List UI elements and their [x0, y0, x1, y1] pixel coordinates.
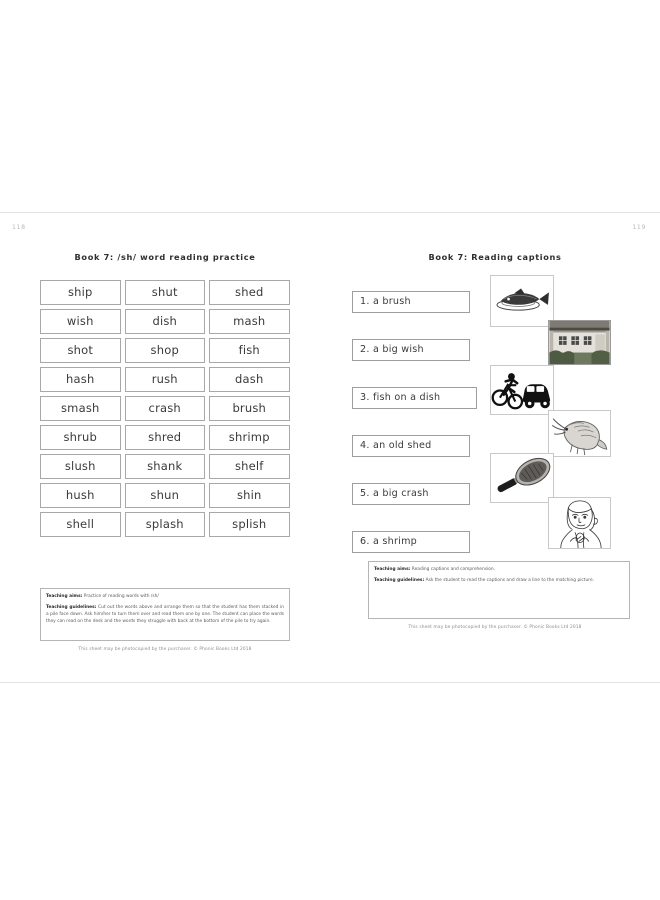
word-card-label: shot	[67, 342, 94, 357]
caption-label: 3. fish on a dish	[360, 392, 441, 404]
word-card[interactable]	[125, 454, 206, 479]
word-card[interactable]	[209, 454, 290, 479]
crash-icon	[491, 366, 553, 414]
word-card[interactable]	[125, 338, 206, 363]
word-card-label: wish	[66, 313, 94, 328]
word-card[interactable]	[125, 512, 206, 537]
word-card[interactable]	[209, 396, 290, 421]
word-card-label: shin	[236, 487, 262, 502]
word-card-label: shrub	[63, 429, 98, 444]
old-shed-house-image	[548, 320, 611, 365]
teaching-aims-label-right: Teaching aims:	[374, 567, 411, 572]
word-card[interactable]	[209, 280, 290, 305]
word-card-label: splash	[145, 516, 184, 531]
word-card-grid	[40, 280, 290, 537]
word-card[interactable]	[125, 367, 206, 392]
teaching-guidelines-right	[374, 577, 624, 584]
word-card-label: ship	[67, 284, 93, 299]
word-card[interactable]	[40, 338, 121, 363]
word-card-label: rush	[151, 371, 178, 386]
word-card[interactable]	[209, 367, 290, 392]
word-card-label: shank	[147, 458, 183, 473]
word-card-label: crash	[148, 400, 181, 415]
word-card[interactable]	[125, 396, 206, 421]
hairbrush-image	[490, 453, 554, 503]
shrimp-image	[548, 410, 611, 457]
caption-list	[352, 291, 477, 579]
teaching-aims-right	[374, 566, 624, 573]
copyright-footer-right: This sheet may be photocopied by the purchaser. © Phonic Books Ltd 2018	[408, 625, 582, 630]
word-card[interactable]	[125, 425, 206, 450]
word-card-label: shrimp	[228, 429, 270, 444]
teaching-aims-label: Teaching aims:	[46, 594, 83, 599]
word-card[interactable]	[125, 309, 206, 334]
word-card-label: mash	[233, 313, 266, 328]
picture-matching-area	[485, 275, 645, 555]
left-page-title: Book 7: /sh/ word reading practice	[74, 252, 256, 262]
fish-icon	[491, 276, 553, 326]
word-card-label: smash	[60, 400, 100, 415]
word-card[interactable]	[40, 396, 121, 421]
word-card-label: hash	[66, 371, 95, 386]
caption-label: 2. a big wish	[360, 344, 424, 356]
child-wishing-icon	[549, 498, 610, 548]
word-card[interactable]	[209, 483, 290, 508]
word-card[interactable]	[209, 425, 290, 450]
word-card-label: shred	[148, 429, 182, 444]
word-card-label: hush	[65, 487, 95, 502]
teaching-guidelines-text: Cut out the words above and arrange them so that the student has them stacked in a pile face down. Ask him/her to turn them over and read them one by one. The student can place the words they can read on the desk and the words they struggle with back at the bottom of the pile to try again.	[46, 604, 284, 624]
word-card-label: shut	[151, 284, 178, 299]
word-card[interactable]	[209, 512, 290, 537]
caption-card[interactable]	[352, 387, 477, 409]
word-card[interactable]	[40, 483, 121, 508]
word-card-label: shell	[66, 516, 95, 531]
word-card-label: brush	[232, 400, 267, 415]
word-card-label: shed	[235, 284, 264, 299]
teaching-guidelines-label-right: Teaching guidelines:	[374, 577, 425, 583]
caption-label: 4. an old shed	[360, 440, 432, 452]
caption-card[interactable]	[352, 483, 470, 505]
word-card[interactable]	[40, 309, 121, 334]
word-card[interactable]	[125, 483, 206, 508]
house-icon	[549, 321, 610, 364]
word-card[interactable]	[209, 309, 290, 334]
page-number-left: 118	[12, 224, 26, 231]
caption-label: 5. a big crash	[360, 488, 429, 500]
word-card[interactable]	[40, 454, 121, 479]
word-card-label: splish	[232, 516, 267, 531]
caption-card[interactable]	[352, 291, 470, 313]
fish-on-a-dish-image	[490, 275, 554, 327]
caption-card[interactable]	[352, 531, 470, 553]
word-card[interactable]	[40, 425, 121, 450]
caption-card[interactable]	[352, 435, 470, 457]
child-wishing-image	[548, 497, 611, 549]
teaching-aims-text: Practice of reading words with /sh/	[82, 594, 159, 599]
word-card-label: shop	[150, 342, 179, 357]
word-card-label: fish	[238, 342, 260, 357]
teaching-notes-left	[40, 588, 290, 641]
copyright-footer-left: This sheet may be photocopied by the purchaser. © Phonic Books Ltd 2018	[78, 647, 252, 652]
left-page	[0, 213, 330, 682]
word-card-label: slush	[64, 458, 96, 473]
caption-card[interactable]	[352, 339, 470, 361]
word-card[interactable]	[125, 280, 206, 305]
shrimp-icon	[549, 411, 610, 456]
word-card[interactable]	[40, 512, 121, 537]
teaching-aims-left	[46, 593, 284, 600]
teaching-guidelines-label: Teaching guidelines:	[46, 604, 97, 610]
caption-label: 6. a shrimp	[360, 536, 418, 548]
teaching-guidelines-text-right: Ask the student to read the captions and draw a line to the matching picture.	[424, 577, 595, 583]
brush-icon	[491, 454, 553, 502]
word-card-label: shun	[150, 487, 180, 502]
word-card-label: shelf	[234, 458, 264, 473]
worksheet-spread	[0, 212, 660, 683]
right-page-title: Book 7: Reading captions	[428, 252, 562, 262]
word-card-label: dash	[235, 371, 264, 386]
right-page	[330, 213, 660, 682]
teaching-guidelines-left	[46, 604, 284, 625]
word-card[interactable]	[40, 367, 121, 392]
teaching-notes-right	[368, 561, 630, 619]
word-card[interactable]	[40, 280, 121, 305]
word-card-label: dish	[152, 313, 178, 328]
bicycle-car-crash-image	[490, 365, 554, 415]
page-number-right: 119	[632, 224, 646, 231]
word-card[interactable]	[209, 338, 290, 363]
caption-label: 1. a brush	[360, 296, 411, 308]
teaching-aims-text-right: Reading captions and comprehension.	[410, 567, 495, 572]
